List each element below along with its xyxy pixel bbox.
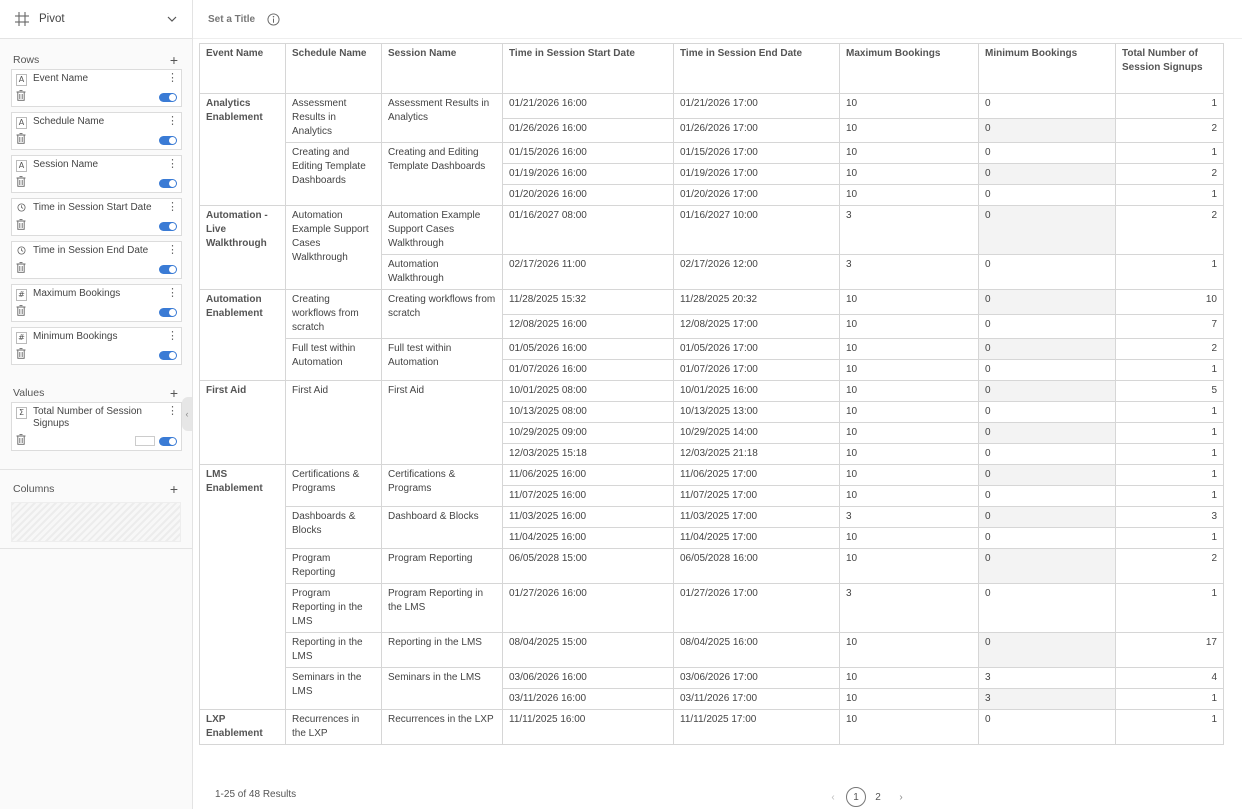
field-header (12, 113, 181, 131)
columns-section-header (0, 480, 192, 498)
field-menu-icon[interactable]: ⋮ (167, 244, 178, 256)
min-bookings-cell: 0 (979, 584, 1116, 633)
pivot-title: Pivot (39, 13, 65, 25)
remove-field-button[interactable] (16, 219, 26, 233)
value-fields-list (0, 402, 192, 451)
field-toggle-group (159, 222, 177, 231)
field-menu-icon[interactable]: ⋮ (167, 115, 178, 127)
values-label: Values (13, 387, 45, 399)
min-bookings-cell: 0 (979, 94, 1116, 119)
min-bookings-cell: 0 (979, 549, 1116, 584)
remove-field-button[interactable] (16, 262, 26, 276)
chevron-down-icon[interactable] (166, 13, 178, 25)
total-signups-cell: 2 (1116, 118, 1224, 143)
end-date-cell: 11/07/2025 17:00 (674, 486, 840, 507)
min-bookings-cell: 0 (979, 339, 1116, 360)
min-bookings-cell: 0 (979, 185, 1116, 206)
remove-field-button[interactable] (16, 176, 26, 190)
schedule-name-cell: First Aid (286, 381, 382, 465)
field-toggle-group (159, 265, 177, 274)
rows-section-header (0, 51, 192, 69)
row-field-card[interactable] (11, 69, 182, 107)
end-date-cell: 03/11/2026 17:00 (674, 689, 840, 710)
max-bookings-cell: 10 (840, 633, 979, 668)
remove-field-button[interactable] (16, 133, 26, 147)
total-signups-cell: 1 (1116, 465, 1224, 486)
field-menu-icon[interactable]: ⋮ (167, 72, 178, 84)
table-row (200, 668, 1224, 689)
field-name: Event Name (33, 73, 89, 84)
column-header[interactable]: Schedule Name (286, 44, 382, 94)
start-date-cell: 10/29/2025 09:00 (503, 423, 674, 444)
event-name-cell: LXP Enablement (200, 710, 286, 745)
start-date-cell: 01/21/2026 16:00 (503, 94, 674, 119)
page-button[interactable]: 2 (875, 791, 881, 803)
total-signups-cell: 1 (1116, 94, 1224, 119)
total-signups-cell: 1 (1116, 689, 1224, 710)
start-date-cell: 11/07/2025 16:00 (503, 486, 674, 507)
end-date-cell: 11/06/2025 17:00 (674, 465, 840, 486)
start-date-cell: 01/19/2026 16:00 (503, 164, 674, 185)
min-bookings-cell: 0 (979, 143, 1116, 164)
total-signups-cell: 1 (1116, 360, 1224, 381)
trash-icon[interactable] (16, 219, 26, 230)
max-bookings-cell: 10 (840, 444, 979, 465)
max-bookings-cell: 10 (840, 143, 979, 164)
columns-label: Columns (13, 483, 55, 495)
field-toggle-group (159, 351, 177, 360)
table-row (200, 381, 1224, 402)
field-controls (12, 432, 181, 450)
remove-field-button[interactable] (16, 90, 26, 104)
field-header (12, 199, 181, 217)
total-signups-cell: 17 (1116, 633, 1224, 668)
end-date-cell: 06/05/2028 16:00 (674, 549, 840, 584)
field-visibility-toggle[interactable] (159, 351, 177, 360)
end-date-cell: 01/27/2026 17:00 (674, 584, 840, 633)
session-name-cell: Full test within Automation (382, 339, 503, 381)
field-header (12, 242, 181, 260)
field-menu-icon[interactable]: ⋮ (167, 405, 178, 417)
grid-icon (14, 11, 30, 27)
event-name-cell: Analytics Enablement (200, 94, 286, 206)
max-bookings-cell: 3 (840, 507, 979, 528)
event-name-cell: Automation Enablement (200, 290, 286, 381)
start-date-cell: 01/16/2027 08:00 (503, 206, 674, 255)
row-field-card[interactable] (11, 155, 182, 193)
total-signups-cell: 1 (1116, 402, 1224, 423)
session-name-cell: Certifications & Programs (382, 465, 503, 507)
field-name: Time in Session End Date (33, 245, 149, 256)
field-toggle-group (159, 308, 177, 317)
total-signups-cell: 4 (1116, 668, 1224, 689)
max-bookings-cell: 10 (840, 185, 979, 206)
session-name-cell: Creating workflows from scratch (382, 290, 503, 339)
session-name-cell: Automation Walkthrough (382, 255, 503, 290)
end-date-cell: 10/13/2025 13:00 (674, 402, 840, 423)
min-bookings-cell: 0 (979, 423, 1116, 444)
table-row (200, 143, 1224, 164)
end-date-cell: 10/01/2025 16:00 (674, 381, 840, 402)
start-date-cell: 01/15/2026 16:00 (503, 143, 674, 164)
trash-icon[interactable] (16, 434, 26, 445)
start-date-cell: 01/27/2026 16:00 (503, 584, 674, 633)
prev-page-button[interactable]: ‹ (831, 791, 835, 803)
field-header (12, 156, 181, 174)
value-field-card[interactable] (11, 402, 182, 451)
table-row (200, 633, 1224, 668)
table-row (200, 584, 1224, 633)
pivot-sidebar (0, 0, 193, 809)
table-row (200, 549, 1224, 584)
field-visibility-toggle[interactable] (159, 437, 177, 446)
total-signups-cell: 10 (1116, 290, 1224, 315)
end-date-cell: 01/16/2027 10:00 (674, 206, 840, 255)
table-row (200, 94, 1224, 119)
field-type-icon: # (16, 289, 27, 301)
aggregation-box[interactable] (135, 436, 155, 446)
schedule-name-cell: Full test within Automation (286, 339, 382, 381)
pivot-table-container (199, 43, 1224, 745)
field-name: Maximum Bookings (33, 288, 121, 299)
table-row (200, 206, 1224, 255)
field-controls (12, 131, 181, 149)
session-name-cell: Automation Example Support Cases Walkthrough (382, 206, 503, 255)
start-date-cell: 12/08/2025 16:00 (503, 314, 674, 339)
max-bookings-cell: 10 (840, 549, 979, 584)
end-date-cell: 08/04/2025 16:00 (674, 633, 840, 668)
max-bookings-cell: 3 (840, 255, 979, 290)
set-title-button[interactable]: Set a Title (208, 13, 256, 25)
session-name-cell: Program Reporting (382, 549, 503, 584)
field-header (12, 70, 181, 88)
schedule-name-cell: Recurrences in the LXP (286, 710, 382, 745)
add-value-field-button[interactable]: + (169, 385, 178, 401)
session-name-cell: First Aid (382, 381, 503, 465)
event-name-cell: Automation - Live Walkthrough (200, 206, 286, 290)
end-date-cell: 12/08/2025 17:00 (674, 314, 840, 339)
end-date-cell: 11/04/2025 17:00 (674, 528, 840, 549)
field-visibility-toggle[interactable] (159, 265, 177, 274)
row-field-card[interactable] (11, 241, 182, 279)
field-visibility-toggle[interactable] (159, 308, 177, 317)
min-bookings-cell: 0 (979, 528, 1116, 549)
min-bookings-cell: 0 (979, 444, 1116, 465)
start-date-cell: 03/11/2026 16:00 (503, 689, 674, 710)
schedule-name-cell: Program Reporting in the LMS (286, 584, 382, 633)
total-signups-cell: 1 (1116, 255, 1224, 290)
rows-label: Rows (13, 54, 40, 66)
total-signups-cell: 1 (1116, 185, 1224, 206)
field-visibility-toggle[interactable] (159, 179, 177, 188)
min-bookings-cell: 0 (979, 206, 1116, 255)
total-signups-cell: 1 (1116, 710, 1224, 745)
field-name: Total Number of Session Signups (33, 406, 142, 429)
max-bookings-cell: 10 (840, 381, 979, 402)
start-date-cell: 11/28/2025 15:32 (503, 290, 674, 315)
max-bookings-cell: 10 (840, 314, 979, 339)
field-toggle-group (159, 93, 177, 102)
max-bookings-cell: 10 (840, 402, 979, 423)
max-bookings-cell: 10 (840, 164, 979, 185)
min-bookings-cell: 0 (979, 710, 1116, 745)
max-bookings-cell: 3 (840, 584, 979, 633)
table-row (200, 290, 1224, 315)
end-date-cell: 01/07/2026 17:00 (674, 360, 840, 381)
table-header-row (200, 44, 1224, 94)
schedule-name-cell: Dashboards & Blocks (286, 507, 382, 549)
max-bookings-cell: 10 (840, 710, 979, 745)
min-bookings-cell: 0 (979, 381, 1116, 402)
remove-field-button[interactable] (16, 348, 26, 362)
row-field-card[interactable] (11, 112, 182, 150)
max-bookings-cell: 3 (840, 206, 979, 255)
min-bookings-cell: 0 (979, 255, 1116, 290)
schedule-name-cell: Creating and Editing Template Dashboards (286, 143, 382, 206)
end-date-cell: 01/15/2026 17:00 (674, 143, 840, 164)
min-bookings-cell: 0 (979, 507, 1116, 528)
end-date-cell: 01/20/2026 17:00 (674, 185, 840, 206)
min-bookings-cell: 0 (979, 465, 1116, 486)
field-name: Session Name (33, 159, 99, 170)
column-header[interactable]: Minimum Bookings (979, 44, 1116, 94)
pivot-header[interactable] (0, 0, 192, 39)
min-bookings-cell: 0 (979, 118, 1116, 143)
row-field-card[interactable] (11, 284, 182, 322)
pivot-table (199, 43, 1224, 745)
min-bookings-cell: 0 (979, 633, 1116, 668)
column-header[interactable]: Event Name (200, 44, 286, 94)
field-type-icon: # (16, 332, 27, 344)
pagination (826, 787, 908, 807)
min-bookings-cell: 0 (979, 402, 1116, 423)
max-bookings-cell: 10 (840, 528, 979, 549)
session-name-cell: Dashboard & Blocks (382, 507, 503, 549)
session-name-cell: Reporting in the LMS (382, 633, 503, 668)
schedule-name-cell: Creating workflows from scratch (286, 290, 382, 339)
table-row (200, 507, 1224, 528)
field-header (12, 285, 181, 303)
max-bookings-cell: 10 (840, 118, 979, 143)
total-signups-cell: 7 (1116, 314, 1224, 339)
session-name-cell: Creating and Editing Template Dashboards (382, 143, 503, 206)
total-signups-cell: 1 (1116, 528, 1224, 549)
start-date-cell: 02/17/2026 11:00 (503, 255, 674, 290)
field-toggle-group (159, 179, 177, 188)
title-bar (193, 0, 1242, 39)
start-date-cell: 06/05/2028 15:00 (503, 549, 674, 584)
collapse-sidebar-button[interactable]: ‹ (182, 397, 192, 431)
trash-icon[interactable] (16, 90, 26, 101)
field-name: Schedule Name (33, 116, 105, 127)
field-controls (12, 346, 181, 364)
field-name: Time in Session Start Date (33, 202, 152, 213)
end-date-cell: 01/21/2026 17:00 (674, 94, 840, 119)
max-bookings-cell: 10 (840, 290, 979, 315)
max-bookings-cell: 10 (840, 94, 979, 119)
end-date-cell: 02/17/2026 12:00 (674, 255, 840, 290)
end-date-cell: 11/11/2025 17:00 (674, 710, 840, 745)
total-signups-cell: 1 (1116, 423, 1224, 444)
results-count: 1-25 of 48 Results (215, 789, 297, 800)
start-date-cell: 11/06/2025 16:00 (503, 465, 674, 486)
clock-icon (17, 203, 26, 212)
table-row (200, 339, 1224, 360)
page-list (846, 787, 888, 807)
field-visibility-toggle[interactable] (159, 93, 177, 102)
max-bookings-cell: 10 (840, 668, 979, 689)
table-body (200, 94, 1224, 745)
field-visibility-toggle[interactable] (159, 136, 177, 145)
schedule-name-cell: Seminars in the LMS (286, 668, 382, 710)
row-field-card[interactable] (11, 327, 182, 365)
schedule-name-cell: Automation Example Support Cases Walkthrough (286, 206, 382, 290)
field-controls (12, 88, 181, 106)
add-row-field-button[interactable]: + (169, 52, 178, 68)
start-date-cell: 01/05/2026 16:00 (503, 339, 674, 360)
total-signups-cell: 2 (1116, 339, 1224, 360)
field-visibility-toggle[interactable] (159, 222, 177, 231)
end-date-cell: 01/05/2026 17:00 (674, 339, 840, 360)
field-menu-icon[interactable]: ⋮ (167, 330, 178, 342)
field-type-icon: Σ (16, 407, 27, 419)
remove-field-button[interactable] (16, 305, 26, 319)
column-header[interactable]: Session Name (382, 44, 503, 94)
total-signups-cell: 1 (1116, 143, 1224, 164)
total-signups-cell: 2 (1116, 206, 1224, 255)
field-type-icon (16, 246, 27, 258)
max-bookings-cell: 10 (840, 360, 979, 381)
values-section-header (0, 384, 192, 402)
start-date-cell: 10/01/2025 08:00 (503, 381, 674, 402)
start-date-cell: 10/13/2025 08:00 (503, 402, 674, 423)
max-bookings-cell: 10 (840, 423, 979, 444)
min-bookings-cell: 0 (979, 360, 1116, 381)
field-type-icon: A (16, 117, 27, 129)
field-header (12, 328, 181, 346)
field-header (12, 403, 181, 432)
field-controls (12, 217, 181, 235)
end-date-cell: 11/03/2025 17:00 (674, 507, 840, 528)
total-signups-cell: 1 (1116, 444, 1224, 465)
end-date-cell: 12/03/2025 21:18 (674, 444, 840, 465)
event-name-cell: LMS Enablement (200, 465, 286, 710)
session-name-cell: Seminars in the LMS (382, 668, 503, 710)
field-controls (12, 260, 181, 278)
min-bookings-cell: 0 (979, 314, 1116, 339)
total-signups-cell: 5 (1116, 381, 1224, 402)
column-header[interactable]: Time in Session Start Date (503, 44, 674, 94)
field-type-icon: A (16, 74, 27, 86)
start-date-cell: 01/26/2026 16:00 (503, 118, 674, 143)
total-signups-cell: 2 (1116, 164, 1224, 185)
start-date-cell: 12/03/2025 15:18 (503, 444, 674, 465)
min-bookings-cell: 0 (979, 164, 1116, 185)
page-button[interactable]: 1 (846, 787, 866, 807)
min-bookings-cell: 0 (979, 290, 1116, 315)
end-date-cell: 01/19/2026 17:00 (674, 164, 840, 185)
info-icon[interactable] (267, 13, 280, 26)
end-date-cell: 03/06/2026 17:00 (674, 668, 840, 689)
end-date-cell: 10/29/2025 14:00 (674, 423, 840, 444)
field-type-icon: A (16, 160, 27, 172)
max-bookings-cell: 10 (840, 339, 979, 360)
session-name-cell: Recurrences in the LXP (382, 710, 503, 745)
field-toggle-group (159, 136, 177, 145)
max-bookings-cell: 10 (840, 689, 979, 710)
min-bookings-cell: 0 (979, 486, 1116, 507)
trash-icon[interactable] (16, 305, 26, 316)
field-type-icon (16, 203, 27, 215)
min-bookings-cell: 3 (979, 668, 1116, 689)
field-controls (12, 174, 181, 192)
schedule-name-cell: Assessment Results in Analytics (286, 94, 382, 143)
field-menu-icon[interactable]: ⋮ (167, 201, 178, 213)
total-signups-cell: 1 (1116, 486, 1224, 507)
remove-field-button[interactable] (16, 434, 26, 448)
start-date-cell: 11/04/2025 16:00 (503, 528, 674, 549)
total-signups-cell: 2 (1116, 549, 1224, 584)
column-header[interactable]: Maximum Bookings (840, 44, 979, 94)
total-signups-cell: 3 (1116, 507, 1224, 528)
schedule-name-cell: Program Reporting (286, 549, 382, 584)
trash-icon[interactable] (16, 348, 26, 359)
field-menu-icon[interactable]: ⋮ (167, 158, 178, 170)
row-field-card[interactable] (11, 198, 182, 236)
columns-drop-zone[interactable] (11, 502, 181, 542)
next-page-button[interactable]: › (899, 791, 903, 803)
clock-icon (17, 246, 26, 255)
total-signups-cell: 1 (1116, 584, 1224, 633)
table-row (200, 465, 1224, 486)
table-row (200, 710, 1224, 745)
session-name-cell: Program Reporting in the LMS (382, 584, 503, 633)
add-column-field-button[interactable]: + (169, 481, 178, 497)
max-bookings-cell: 10 (840, 486, 979, 507)
start-date-cell: 03/06/2026 16:00 (503, 668, 674, 689)
start-date-cell: 08/04/2025 15:00 (503, 633, 674, 668)
end-date-cell: 01/26/2026 17:00 (674, 118, 840, 143)
start-date-cell: 01/07/2026 16:00 (503, 360, 674, 381)
field-menu-icon[interactable]: ⋮ (167, 287, 178, 299)
column-header[interactable]: Total Number of Session Signups (1116, 44, 1224, 94)
schedule-name-cell: Certifications & Programs (286, 465, 382, 507)
start-date-cell: 01/20/2026 16:00 (503, 185, 674, 206)
trash-icon[interactable] (16, 262, 26, 273)
schedule-name-cell: Reporting in the LMS (286, 633, 382, 668)
field-toggle-group (135, 436, 177, 446)
trash-icon[interactable] (16, 133, 26, 144)
column-header[interactable]: Time in Session End Date (674, 44, 840, 94)
field-controls (12, 303, 181, 321)
start-date-cell: 11/03/2025 16:00 (503, 507, 674, 528)
row-fields-list (0, 69, 192, 365)
start-date-cell: 11/11/2025 16:00 (503, 710, 674, 745)
end-date-cell: 11/28/2025 20:32 (674, 290, 840, 315)
field-name: Minimum Bookings (33, 331, 118, 342)
session-name-cell: Assessment Results in Analytics (382, 94, 503, 143)
trash-icon[interactable] (16, 176, 26, 187)
max-bookings-cell: 10 (840, 465, 979, 486)
min-bookings-cell: 3 (979, 689, 1116, 710)
event-name-cell: First Aid (200, 381, 286, 465)
